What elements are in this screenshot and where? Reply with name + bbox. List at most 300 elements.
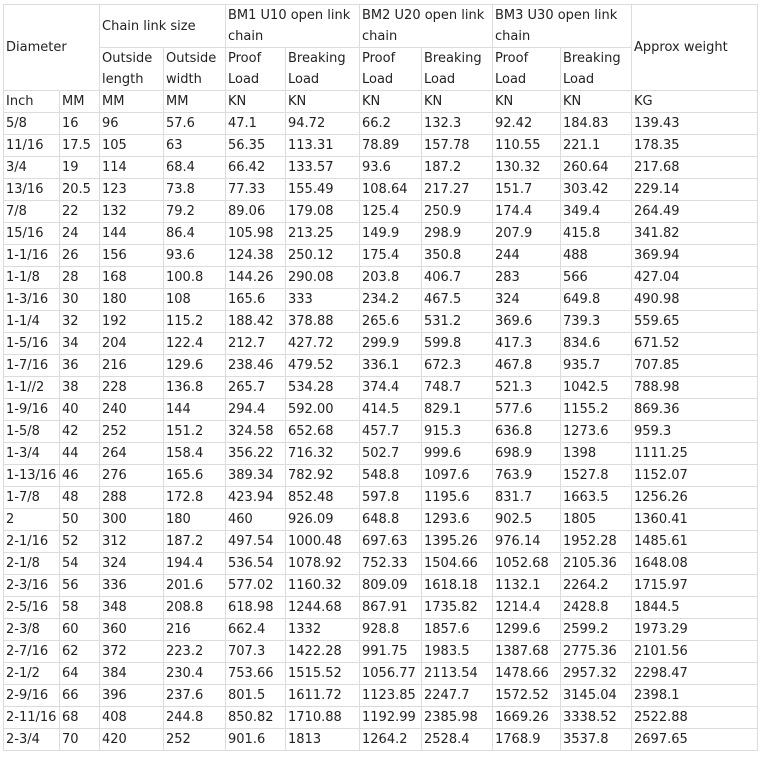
table-cell: 132 bbox=[100, 201, 164, 223]
table-cell: 79.2 bbox=[164, 201, 226, 223]
table-cell: 105 bbox=[100, 135, 164, 157]
table-cell: 151.2 bbox=[164, 421, 226, 443]
header-bm3-breaking-load: Breaking Load bbox=[561, 48, 632, 91]
table-cell: 536.54 bbox=[226, 553, 286, 575]
unit-cell: KN bbox=[226, 91, 286, 113]
table-cell: 124.38 bbox=[226, 245, 286, 267]
table-cell: 1768.9 bbox=[493, 729, 561, 751]
table-cell: 180 bbox=[100, 289, 164, 311]
table-cell: 1-9/16 bbox=[4, 399, 60, 421]
table-row bbox=[4, 641, 758, 663]
table-row bbox=[4, 201, 758, 223]
table-cell: 56.35 bbox=[226, 135, 286, 157]
table-cell: 276 bbox=[100, 465, 164, 487]
table-cell: 207.9 bbox=[493, 223, 561, 245]
table-cell: 349.4 bbox=[561, 201, 632, 223]
table-cell: 360 bbox=[100, 619, 164, 641]
table-cell: 156 bbox=[100, 245, 164, 267]
table-cell: 208.8 bbox=[164, 597, 226, 619]
table-row bbox=[4, 245, 758, 267]
table-cell: 336.1 bbox=[360, 355, 422, 377]
table-cell: 372 bbox=[100, 641, 164, 663]
table-row bbox=[4, 399, 758, 421]
table-cell: 66.42 bbox=[226, 157, 286, 179]
table-row bbox=[4, 267, 758, 289]
table-cell: 17.5 bbox=[60, 135, 100, 157]
table-cell: 1669.26 bbox=[493, 707, 561, 729]
unit-cell: MM bbox=[60, 91, 100, 113]
table-cell: 283 bbox=[493, 267, 561, 289]
table-cell: 105.98 bbox=[226, 223, 286, 245]
header-bm1-breaking-load: Breaking Load bbox=[286, 48, 360, 91]
table-cell: 369.6 bbox=[493, 311, 561, 333]
table-cell: 1078.92 bbox=[286, 553, 360, 575]
table-cell: 2428.8 bbox=[561, 597, 632, 619]
table-cell: 70 bbox=[60, 729, 100, 751]
table-cell: 534.28 bbox=[286, 377, 360, 399]
table-cell: 238.46 bbox=[226, 355, 286, 377]
table-cell: 93.6 bbox=[164, 245, 226, 267]
table-cell: 991.75 bbox=[360, 641, 422, 663]
table-cell: 1422.28 bbox=[286, 641, 360, 663]
header-bm3-proof-load: Proof Load bbox=[493, 48, 561, 91]
table-cell: 89.06 bbox=[226, 201, 286, 223]
table-cell: 559.65 bbox=[632, 311, 758, 333]
table-row bbox=[4, 487, 758, 509]
table-cell: 92.42 bbox=[493, 113, 561, 135]
table-cell: 57.6 bbox=[164, 113, 226, 135]
table-cell: 26 bbox=[60, 245, 100, 267]
table-cell: 77.33 bbox=[226, 179, 286, 201]
table-cell: 671.52 bbox=[632, 333, 758, 355]
table-cell: 184.83 bbox=[561, 113, 632, 135]
table-cell: 716.32 bbox=[286, 443, 360, 465]
table-cell: 187.2 bbox=[164, 531, 226, 553]
header-outside-width: Outside width bbox=[164, 48, 226, 91]
table-cell: 187.2 bbox=[422, 157, 493, 179]
table-cell: 2697.65 bbox=[632, 729, 758, 751]
table-cell: 201.6 bbox=[164, 575, 226, 597]
table-cell: 230.4 bbox=[164, 663, 226, 685]
table-cell: 652.68 bbox=[286, 421, 360, 443]
table-cell: 212.7 bbox=[226, 333, 286, 355]
unit-cell: KN bbox=[422, 91, 493, 113]
table-cell: 1111.25 bbox=[632, 443, 758, 465]
table-cell: 2-3/16 bbox=[4, 575, 60, 597]
table-cell: 801.5 bbox=[226, 685, 286, 707]
table-cell: 1478.66 bbox=[493, 663, 561, 685]
unit-cell: MM bbox=[164, 91, 226, 113]
header-approx-weight: Approx weight bbox=[632, 5, 758, 91]
table-cell: 901.6 bbox=[226, 729, 286, 751]
table-cell: 1515.52 bbox=[286, 663, 360, 685]
table-cell: 2-1/8 bbox=[4, 553, 60, 575]
table-cell: 1042.5 bbox=[561, 377, 632, 399]
table-cell: 2-3/8 bbox=[4, 619, 60, 641]
table-cell: 180 bbox=[164, 509, 226, 531]
unit-cell: KN bbox=[360, 91, 422, 113]
table-cell: 467.5 bbox=[422, 289, 493, 311]
table-row bbox=[4, 443, 758, 465]
table-cell: 125.4 bbox=[360, 201, 422, 223]
table-cell: 915.3 bbox=[422, 421, 493, 443]
table-row bbox=[4, 135, 758, 157]
table-cell: 240 bbox=[100, 399, 164, 421]
table-cell: 420 bbox=[100, 729, 164, 751]
table-cell: 926.09 bbox=[286, 509, 360, 531]
table-cell: 457.7 bbox=[360, 421, 422, 443]
table-cell: 290.08 bbox=[286, 267, 360, 289]
table-cell: 94.72 bbox=[286, 113, 360, 135]
chain-spec-table bbox=[3, 4, 758, 751]
table-cell: 228 bbox=[100, 377, 164, 399]
header-bm2: BM2 U20 open link chain bbox=[360, 5, 493, 48]
table-cell: 234.2 bbox=[360, 289, 422, 311]
table-cell: 597.8 bbox=[360, 487, 422, 509]
table-cell: 15/16 bbox=[4, 223, 60, 245]
table-cell: 479.52 bbox=[286, 355, 360, 377]
table-cell: 1735.82 bbox=[422, 597, 493, 619]
table-cell: 1132.1 bbox=[493, 575, 561, 597]
table-cell: 188.42 bbox=[226, 311, 286, 333]
table-cell: 2 bbox=[4, 509, 60, 531]
table-cell: 417.3 bbox=[493, 333, 561, 355]
table-cell: 144.26 bbox=[226, 267, 286, 289]
table-row bbox=[4, 575, 758, 597]
table-cell: 130.32 bbox=[493, 157, 561, 179]
table-cell: 1273.6 bbox=[561, 421, 632, 443]
table-cell: 490.98 bbox=[632, 289, 758, 311]
table-cell: 1299.6 bbox=[493, 619, 561, 641]
table-cell: 1611.72 bbox=[286, 685, 360, 707]
table-cell: 32 bbox=[60, 311, 100, 333]
table-row bbox=[4, 553, 758, 575]
table-cell: 333 bbox=[286, 289, 360, 311]
table-cell: 834.6 bbox=[561, 333, 632, 355]
table-cell: 20.5 bbox=[60, 179, 100, 201]
table-cell: 204 bbox=[100, 333, 164, 355]
table-cell: 850.82 bbox=[226, 707, 286, 729]
table-cell: 2-1/16 bbox=[4, 531, 60, 553]
table-cell: 300 bbox=[100, 509, 164, 531]
table-cell: 250.12 bbox=[286, 245, 360, 267]
table-cell: 902.5 bbox=[493, 509, 561, 531]
table-cell: 1-1/8 bbox=[4, 267, 60, 289]
table-cell: 1214.4 bbox=[493, 597, 561, 619]
table-row bbox=[4, 685, 758, 707]
table-cell: 1387.68 bbox=[493, 641, 561, 663]
table-cell: 1160.32 bbox=[286, 575, 360, 597]
table-cell: 3/4 bbox=[4, 157, 60, 179]
table-cell: 999.6 bbox=[422, 443, 493, 465]
table-cell: 129.6 bbox=[164, 355, 226, 377]
table-cell: 1123.85 bbox=[360, 685, 422, 707]
table-row bbox=[4, 377, 758, 399]
table-cell: 139.43 bbox=[632, 113, 758, 135]
table-cell: 2113.54 bbox=[422, 663, 493, 685]
table-cell: 2264.2 bbox=[561, 575, 632, 597]
table-cell: 2-5/16 bbox=[4, 597, 60, 619]
table-cell: 172.8 bbox=[164, 487, 226, 509]
table-row bbox=[4, 663, 758, 685]
table-cell: 115.2 bbox=[164, 311, 226, 333]
table-cell: 348 bbox=[100, 597, 164, 619]
table-row bbox=[4, 355, 758, 377]
table-cell: 312 bbox=[100, 531, 164, 553]
table-cell: 707.85 bbox=[632, 355, 758, 377]
table-cell: 697.63 bbox=[360, 531, 422, 553]
table-cell: 2-11/16 bbox=[4, 707, 60, 729]
table-cell: 1264.2 bbox=[360, 729, 422, 751]
table-cell: 423.94 bbox=[226, 487, 286, 509]
table-cell: 62 bbox=[60, 641, 100, 663]
table-cell: 86.4 bbox=[164, 223, 226, 245]
table-cell: 1244.68 bbox=[286, 597, 360, 619]
table-cell: 16 bbox=[60, 113, 100, 135]
table-cell: 521.3 bbox=[493, 377, 561, 399]
table-cell: 58 bbox=[60, 597, 100, 619]
table-cell: 2247.7 bbox=[422, 685, 493, 707]
table-cell: 192 bbox=[100, 311, 164, 333]
table-cell: 369.94 bbox=[632, 245, 758, 267]
table-cell: 497.54 bbox=[226, 531, 286, 553]
table-cell: 60 bbox=[60, 619, 100, 641]
table-cell: 66 bbox=[60, 685, 100, 707]
table-cell: 165.6 bbox=[226, 289, 286, 311]
table-cell: 1-3/16 bbox=[4, 289, 60, 311]
table-cell: 47.1 bbox=[226, 113, 286, 135]
table-cell: 1332 bbox=[286, 619, 360, 641]
table-cell: 350.8 bbox=[422, 245, 493, 267]
table-cell: 108 bbox=[164, 289, 226, 311]
table-cell: 959.3 bbox=[632, 421, 758, 443]
table-cell: 1293.6 bbox=[422, 509, 493, 531]
table-cell: 341.82 bbox=[632, 223, 758, 245]
table-cell: 168 bbox=[100, 267, 164, 289]
table-cell: 260.64 bbox=[561, 157, 632, 179]
table-cell: 44 bbox=[60, 443, 100, 465]
table-cell: 237.6 bbox=[164, 685, 226, 707]
table-cell: 1715.97 bbox=[632, 575, 758, 597]
table-cell: 408 bbox=[100, 707, 164, 729]
table-row bbox=[4, 531, 758, 553]
table-cell: 1504.66 bbox=[422, 553, 493, 575]
header-bm2-breaking-load: Breaking Load bbox=[422, 48, 493, 91]
table-cell: 324.58 bbox=[226, 421, 286, 443]
table-cell: 3537.8 bbox=[561, 729, 632, 751]
table-cell: 502.7 bbox=[360, 443, 422, 465]
table-cell: 252 bbox=[100, 421, 164, 443]
table-cell: 1857.6 bbox=[422, 619, 493, 641]
table-cell: 1360.41 bbox=[632, 509, 758, 531]
table-cell: 108.64 bbox=[360, 179, 422, 201]
table-cell: 11/16 bbox=[4, 135, 60, 157]
table-row bbox=[4, 509, 758, 531]
table-cell: 1-1/16 bbox=[4, 245, 60, 267]
table-cell: 829.1 bbox=[422, 399, 493, 421]
table-cell: 867.91 bbox=[360, 597, 422, 619]
table-row bbox=[4, 597, 758, 619]
table-cell: 748.7 bbox=[422, 377, 493, 399]
table-cell: 175.4 bbox=[360, 245, 422, 267]
table-row bbox=[4, 157, 758, 179]
table-cell: 1-5/8 bbox=[4, 421, 60, 443]
table-body bbox=[4, 113, 758, 751]
table-cell: 384 bbox=[100, 663, 164, 685]
table-cell: 252 bbox=[164, 729, 226, 751]
table-cell: 1983.5 bbox=[422, 641, 493, 663]
table-cell: 40 bbox=[60, 399, 100, 421]
table-cell: 157.78 bbox=[422, 135, 493, 157]
header-bm1-proof-load: Proof Load bbox=[226, 48, 286, 91]
unit-cell: KN bbox=[561, 91, 632, 113]
table-cell: 73.8 bbox=[164, 179, 226, 201]
header-chain-link-size: Chain link size bbox=[100, 5, 226, 48]
table-cell: 1813 bbox=[286, 729, 360, 751]
table-cell: 96 bbox=[100, 113, 164, 135]
table-cell: 389.34 bbox=[226, 465, 286, 487]
table-cell: 114 bbox=[100, 157, 164, 179]
table-cell: 1256.26 bbox=[632, 487, 758, 509]
table-cell: 2105.36 bbox=[561, 553, 632, 575]
table-cell: 13/16 bbox=[4, 179, 60, 201]
table-cell: 122.4 bbox=[164, 333, 226, 355]
table-cell: 1648.08 bbox=[632, 553, 758, 575]
table-cell: 1-13/16 bbox=[4, 465, 60, 487]
table-cell: 250.9 bbox=[422, 201, 493, 223]
table-cell: 1973.29 bbox=[632, 619, 758, 641]
table-cell: 144 bbox=[164, 399, 226, 421]
table-cell: 155.49 bbox=[286, 179, 360, 201]
table-cell: 303.42 bbox=[561, 179, 632, 201]
table-cell: 753.66 bbox=[226, 663, 286, 685]
table-cell: 298.9 bbox=[422, 223, 493, 245]
header-bm2-proof-load: Proof Load bbox=[360, 48, 422, 91]
table-row bbox=[4, 465, 758, 487]
table-cell: 50 bbox=[60, 509, 100, 531]
table-cell: 648.8 bbox=[360, 509, 422, 531]
table-cell: 809.09 bbox=[360, 575, 422, 597]
table-cell: 216 bbox=[164, 619, 226, 641]
table-cell: 324 bbox=[100, 553, 164, 575]
table-cell: 203.8 bbox=[360, 267, 422, 289]
table-cell: 144 bbox=[100, 223, 164, 245]
table-cell: 149.9 bbox=[360, 223, 422, 245]
table-cell: 46 bbox=[60, 465, 100, 487]
table-cell: 265.6 bbox=[360, 311, 422, 333]
table-cell: 414.5 bbox=[360, 399, 422, 421]
table-row bbox=[4, 707, 758, 729]
table-cell: 618.98 bbox=[226, 597, 286, 619]
table-cell: 24 bbox=[60, 223, 100, 245]
table-cell: 1395.26 bbox=[422, 531, 493, 553]
table-cell: 1-7/16 bbox=[4, 355, 60, 377]
table-cell: 136.8 bbox=[164, 377, 226, 399]
table-cell: 531.2 bbox=[422, 311, 493, 333]
table-cell: 752.33 bbox=[360, 553, 422, 575]
table-cell: 56 bbox=[60, 575, 100, 597]
table-cell: 22 bbox=[60, 201, 100, 223]
table-cell: 123 bbox=[100, 179, 164, 201]
table-cell: 42 bbox=[60, 421, 100, 443]
header-bm1: BM1 U10 open link chain bbox=[226, 5, 360, 48]
table-cell: 788.98 bbox=[632, 377, 758, 399]
table-cell: 1-3/4 bbox=[4, 443, 60, 465]
table-cell: 2775.36 bbox=[561, 641, 632, 663]
table-cell: 415.8 bbox=[561, 223, 632, 245]
table-cell: 649.8 bbox=[561, 289, 632, 311]
table-cell: 1152.07 bbox=[632, 465, 758, 487]
table-cell: 2-7/16 bbox=[4, 641, 60, 663]
table-cell: 467.8 bbox=[493, 355, 561, 377]
table-cell: 30 bbox=[60, 289, 100, 311]
table-cell: 1-5/16 bbox=[4, 333, 60, 355]
table-cell: 1000.48 bbox=[286, 531, 360, 553]
table-cell: 356.22 bbox=[226, 443, 286, 465]
table-cell: 68 bbox=[60, 707, 100, 729]
table-cell: 264.49 bbox=[632, 201, 758, 223]
table-cell: 707.3 bbox=[226, 641, 286, 663]
table-cell: 1710.88 bbox=[286, 707, 360, 729]
table-cell: 1844.5 bbox=[632, 597, 758, 619]
table-cell: 1952.28 bbox=[561, 531, 632, 553]
table-row bbox=[4, 421, 758, 443]
table-cell: 28 bbox=[60, 267, 100, 289]
table-cell: 1572.52 bbox=[493, 685, 561, 707]
table-cell: 378.88 bbox=[286, 311, 360, 333]
table-cell: 5/8 bbox=[4, 113, 60, 135]
table-cell: 2522.88 bbox=[632, 707, 758, 729]
table-cell: 1-1/4 bbox=[4, 311, 60, 333]
table-cell: 2957.32 bbox=[561, 663, 632, 685]
table-cell: 577.02 bbox=[226, 575, 286, 597]
table-cell: 566 bbox=[561, 267, 632, 289]
table-cell: 294.4 bbox=[226, 399, 286, 421]
table-cell: 3145.04 bbox=[561, 685, 632, 707]
table-cell: 1-1//2 bbox=[4, 377, 60, 399]
table-cell: 782.92 bbox=[286, 465, 360, 487]
table-cell: 288 bbox=[100, 487, 164, 509]
table-cell: 1155.2 bbox=[561, 399, 632, 421]
table-cell: 763.9 bbox=[493, 465, 561, 487]
table-cell: 244.8 bbox=[164, 707, 226, 729]
table-row bbox=[4, 113, 758, 135]
unit-cell: KG bbox=[632, 91, 758, 113]
table-cell: 1195.6 bbox=[422, 487, 493, 509]
table-row bbox=[4, 289, 758, 311]
table-cell: 19 bbox=[60, 157, 100, 179]
table-cell: 110.55 bbox=[493, 135, 561, 157]
table-cell: 374.4 bbox=[360, 377, 422, 399]
table-cell: 1663.5 bbox=[561, 487, 632, 509]
table-cell: 336 bbox=[100, 575, 164, 597]
table-cell: 178.35 bbox=[632, 135, 758, 157]
table-cell: 427.72 bbox=[286, 333, 360, 355]
table-cell: 7/8 bbox=[4, 201, 60, 223]
table-cell: 68.4 bbox=[164, 157, 226, 179]
table-cell: 264 bbox=[100, 443, 164, 465]
table-cell: 2-3/4 bbox=[4, 729, 60, 751]
table-cell: 672.3 bbox=[422, 355, 493, 377]
table-cell: 488 bbox=[561, 245, 632, 267]
table-cell: 1-7/8 bbox=[4, 487, 60, 509]
table-cell: 217.68 bbox=[632, 157, 758, 179]
table-cell: 1618.18 bbox=[422, 575, 493, 597]
table-cell: 1485.61 bbox=[632, 531, 758, 553]
table-cell: 831.7 bbox=[493, 487, 561, 509]
table-row bbox=[4, 311, 758, 333]
table-cell: 174.4 bbox=[493, 201, 561, 223]
